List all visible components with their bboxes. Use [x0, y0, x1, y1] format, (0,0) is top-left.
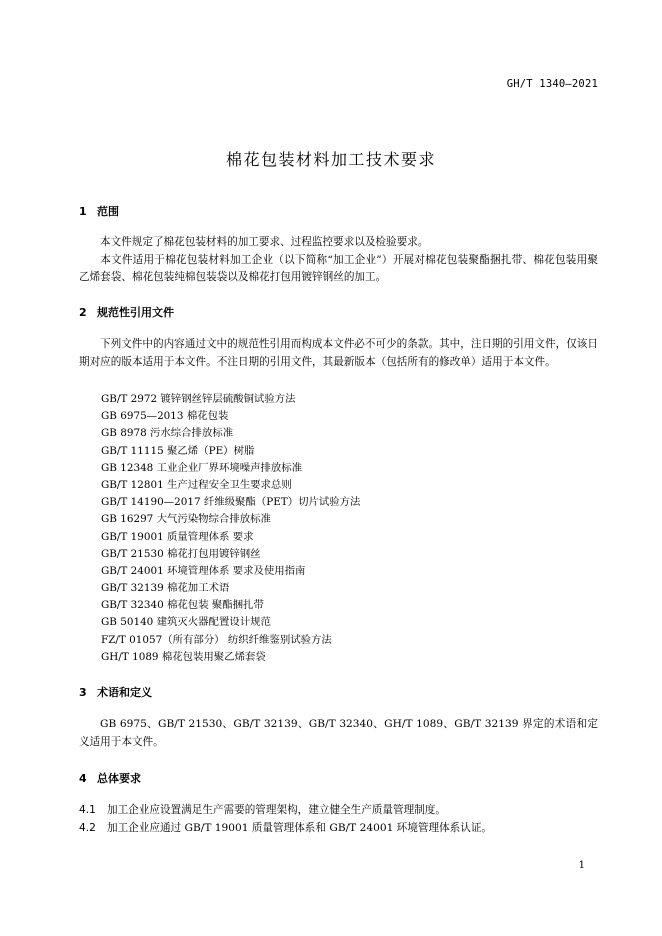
paragraph-text: 本文件适用于棉花包装材料加工企业（以下简称“加工企业”）开展对棉花包装聚酯捆扎带、棉花包装用聚乙烯套袋、棉花包装纯棉包装袋以及棉花打包用镀锌钢丝的加工。: [79, 253, 598, 283]
clause-4-1: [79, 802, 598, 820]
reference-item: GB/T 19001 质量管理体系 要求: [101, 530, 254, 543]
section-title: 规范性引用文件: [97, 306, 174, 319]
paragraph-text: 下列文件中的内容通过文中的规范性引用而构成本文件必不可少的条款。其中，注日期的引用文件，仅该日期对应的版本适用于本文件。不注日期的引用文件，其最新版本（包括所有的修改单）适用于本文件。: [79, 338, 598, 368]
paragraph-text: GB 6975、GB/T 21530、GB/T 32139、GB/T 32340、GH/T 1089、GB/T 32139 界定的术语和定义适用于本文件。: [79, 718, 598, 748]
paragraph-text: 本文件规定了棉花包装材料的加工要求、过程监控要求以及检验要求。: [100, 236, 429, 248]
section-1-heading: [79, 203, 119, 219]
reference-item: GH/T 1089 棉花包装用聚乙烯套袋: [101, 650, 266, 663]
page-number: 1: [578, 860, 585, 871]
section-3-heading: [79, 684, 152, 700]
standard-number: GH/T 1340—2021: [506, 78, 598, 90]
section-number: 2: [79, 306, 87, 319]
reference-item: FZ/T 01057（所有部分） 纺织纤维鉴别试验方法: [101, 633, 332, 646]
reference-item: GB 16297 大气污染物综合排放标准: [101, 513, 271, 526]
section-1-paragraph-1: [79, 234, 598, 252]
section-number: 4: [79, 772, 87, 785]
section-title: 范围: [97, 205, 119, 218]
clause-number: 4.1: [79, 804, 96, 816]
section-4-heading: [79, 770, 141, 786]
section-title: 总体要求: [97, 772, 141, 785]
section-2-intro: [79, 336, 598, 371]
reference-item: GB/T 24001 环境管理体系 要求及使用指南: [101, 564, 306, 577]
reference-item: GB/T 2972 镀锌钢丝锌层硫酸铜试验方法: [101, 393, 296, 405]
reference-item: GB/T 21530 棉花打包用镀锌钢丝: [101, 547, 261, 560]
clause-text: 加工企业应通过 GB/T 19001 质量管理体系和 GB/T 24001 环境管理体系认证。: [107, 822, 493, 834]
section-1-paragraph-2: [79, 252, 598, 287]
document-title: 棉花包装材料加工技术要求: [225, 150, 436, 169]
reference-item: GB/T 12801 生产过程安全卫生要求总则: [101, 478, 292, 491]
reference-item: GB/T 32139 棉花加工术语: [101, 582, 230, 595]
reference-item: GB/T 11115 聚乙烯（PE）树脂: [101, 444, 255, 457]
section-number: 3: [79, 686, 87, 699]
reference-item: GB 8978 污水综合排放标准: [101, 427, 234, 440]
normative-reference-list: [101, 391, 360, 666]
reference-item: GB/T 32340 棉花包装 聚酯捆扎带: [101, 599, 264, 612]
clause-4-2: [79, 820, 598, 838]
reference-item: GB/T 14190—2017 纤维级聚酯（PET）切片试验方法: [101, 496, 361, 509]
section-2-heading: [79, 304, 174, 320]
clause-number: 4.2: [79, 822, 96, 834]
reference-item: GB 12348 工业企业厂界环境噪声排放标准: [101, 461, 303, 474]
reference-item: GB 50140 建筑灭火器配置设计规范: [101, 616, 271, 629]
section-3-paragraph: [79, 716, 598, 751]
section-number: 1: [79, 205, 87, 218]
reference-item: GB 6975—2013 棉花包装: [101, 410, 229, 423]
clause-text: 加工企业应设置满足生产需要的管理架构，建立健全生产质量管理制度。: [107, 804, 446, 816]
section-title: 术语和定义: [97, 686, 152, 699]
